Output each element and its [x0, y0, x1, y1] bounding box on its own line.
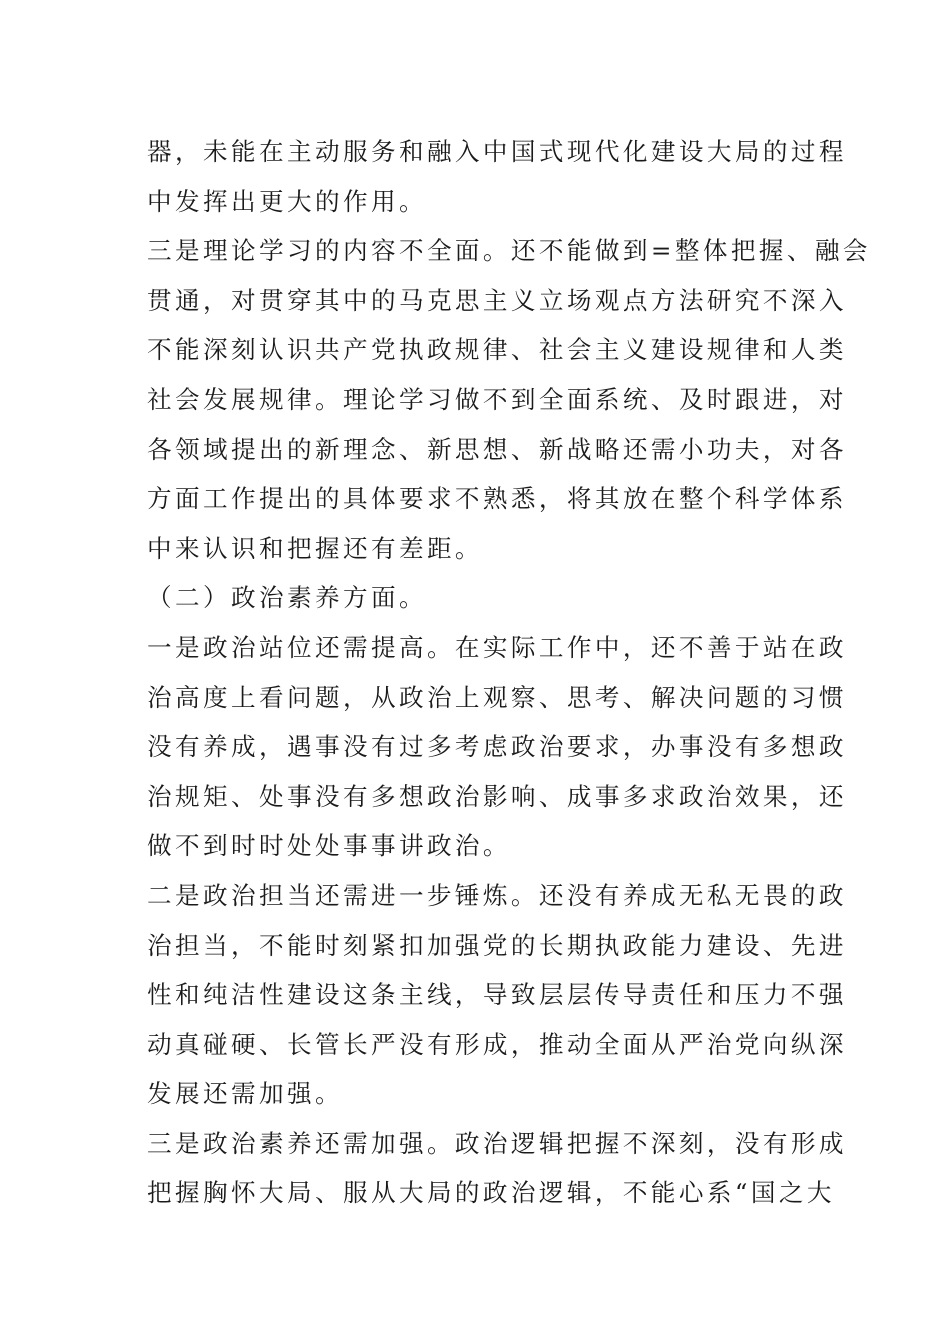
text-line: 三是理论学习的内容不全面。还不能做到=整体把握、融会: [147, 236, 871, 266]
text-line: 社会发展规律。理论学习做不到全面系统、及时跟进，对: [147, 384, 847, 414]
section-heading: （二）政治素养方面。: [147, 583, 427, 613]
text-line: 方面工作提出的具体要求不熟悉，将其放在整个科学体系: [147, 484, 847, 514]
text-line: 把握胸怀大局、服从大局的政治逻辑，不能心系“国之大: [147, 1178, 835, 1208]
text-line: 各领域提出的新理念、新思想、新战略还需小功夫，对各: [147, 434, 847, 464]
text-line: 二是政治担当还需进一步锤炼。还没有养成无私无畏的政: [147, 880, 847, 910]
text-line: 中来认识和把握还有差距。: [147, 533, 483, 563]
text-line: 不能深刻认识共产党执政规律、社会主义建设规律和人类: [147, 335, 847, 365]
text-line: 三是政治素养还需加强。政治逻辑把握不深刻，没有形成: [147, 1128, 847, 1158]
text-line: 中发挥出更大的作用。: [147, 186, 427, 216]
text-line: 贯通，对贯穿其中的马克思主义立场观点方法研究不深入: [147, 285, 847, 315]
text-line: 性和纯洁性建设这条主线，导致层层传导责任和压力不强: [147, 980, 847, 1010]
text-line: 治规矩、处事没有多想政治影响、成事多求政治效果，还: [147, 781, 847, 811]
text-line: 没有养成，遇事没有过多考虑政治要求，办事没有多想政: [147, 732, 847, 762]
body-text: [147, 127, 871, 1218]
text-line: 发展还需加强。: [147, 1079, 343, 1109]
text-line: 做不到时时处处事事讲政治。: [147, 831, 511, 861]
text-line: 动真碰硬、长管长严没有形成，推动全面从严治党向纵深: [147, 1029, 847, 1059]
text-line: 一是政治站位还需提高。在实际工作中，还不善于站在政: [147, 632, 847, 662]
text-line: 治担当，不能时刻紧扣加强党的长期执政能力建设、先进: [147, 930, 847, 960]
text-line: 器，未能在主动服务和融入中国式现代化建设大局的过程: [147, 137, 847, 166]
text-line: 治高度上看问题，从政治上观察、思考、解决问题的习惯: [147, 682, 847, 712]
